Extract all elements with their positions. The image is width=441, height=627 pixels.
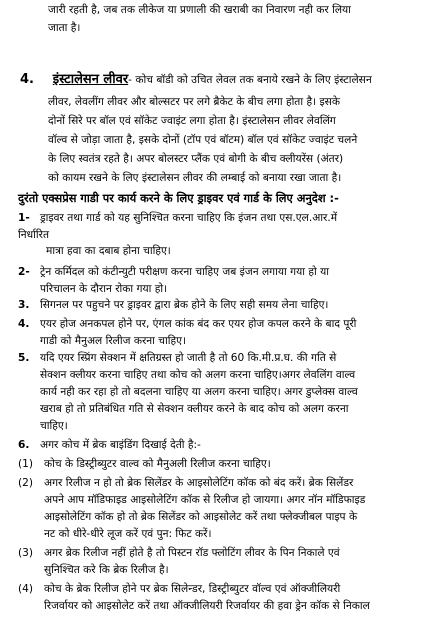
item-line: यदि एयर स्प्रिंग सेक्शन में क्षतिग्रस्त हो जाती है तो 60 कि.मी.प्र.घ. की गति से <box>40 352 337 364</box>
subitem-number: (2) <box>18 477 34 489</box>
item-line: गाडी को मैनुअल रिलीज करना चाहिए। <box>40 335 186 347</box>
subitem-line: आइसोलेटिंग कॉक हो तो ब्रेक सिलेंडर को आइसोलेट करें तथा फ्लेक्जीबल पाइप के <box>44 511 358 523</box>
subitem-line: रिजर्वायर को आइसोलेट करें तथा ऑक्जीलियरी रिजर्वायर की हवा ड्रेन कॉक से निकाल <box>44 600 370 612</box>
item-line: सिगनल पर पहुचने पर ड्राइवर द्वारा ब्रेक होने के लिए सही समय लेना चाहिए। <box>40 299 329 311</box>
sec4-first-line-rest: - कोच बॉडी को उचित लेवल तक बनाये रखने के लिए इंस्टालेसन <box>128 74 372 86</box>
item-line: ट्रेन कर्मिदल को कंटीन्युटी परीक्षण करना चाहिए जब इंजन लगाया गया हो या <box>40 266 329 278</box>
sec4-line: को कायम रखने के लिए इंस्टालेसन लीवर की लम्बाई को बनाया रखा जाता है। <box>48 172 342 184</box>
subitem-line: अपने आप मॉडिफाइड आइसोलेटिंग कॉक से रिलीज हो जायगा। अगर नॉन मॉडिफाइड <box>44 494 366 506</box>
subitem-line: अगर ब्रेक रिलीज नहीं होते है तो पिस्टन रॉड फ्लोटिंग लीवर के पिन निकाले एवं <box>44 547 340 559</box>
item-number: 5. <box>18 352 30 364</box>
subitem-line: नट को धीरे-धीरे लूज करें एवं पुन: फिट करें। <box>44 528 212 540</box>
item-line: परिचालन के दौरान रोका गया हो। <box>40 283 168 295</box>
sec4-line: वॉल्व से जोड़ा जाता है, इसके दोनों (टॉप एवं बॉटम) बॉल एवं सॉकेट ज्वाइंट चलने <box>48 134 358 146</box>
item-line: एयर होज अनकपल होने पर, एंगल कांक बंद कर एयर होज कपल करने के बाद पूरी <box>40 318 357 330</box>
sec4-number: 4. <box>20 72 34 87</box>
item-line: ड्राइवर तथा गार्ड को यह सुनिश्चित करना चाहिए कि इंजन तथा एस.एल.आर.में <box>40 212 338 224</box>
subitem-line: कोच के ब्रेक रिलीज होने पर ब्रेक सिलेन्डर, डिस्ट्रीब्युटर वॉल्व एवं ऑक्जीलियरी <box>44 583 341 595</box>
item-line: मात्रा हवा का दबाब होना चाहिए। <box>46 245 171 257</box>
item-number: 4. <box>18 318 30 330</box>
top-line-1: जारी रहती है, जब तक लीकेज या प्रणाली की खराबी का निवारण नही कर लिया <box>48 4 351 16</box>
subitem-number: (4) <box>18 583 34 595</box>
sec4-first-line <box>20 72 372 89</box>
subitem-number: (1) <box>18 458 34 470</box>
item-number: 6. <box>18 439 30 451</box>
item-line: अगर कोच में ब्रेक बाइंडिंग दिखाई देती है:- <box>40 439 201 451</box>
sec4-line: के लिए स्वतंत्र रहते है। अपर बोलस्टर प्लैंक एवं बोगी के बीच क्लीयरेंस (अंतर) <box>48 153 344 165</box>
sec4-line: दोनों सिरे पर बॉल एवं सॉकेट ज्वाइंट लगा होता है। इंस्टालेसन लीवर लेवलिंग <box>48 115 336 127</box>
item-number: 1- <box>18 212 30 224</box>
item-line: चाहिए। <box>40 420 68 432</box>
subitem-line: सुनिश्चित करे कि ब्रेक रिलीज है। <box>44 564 169 576</box>
instructions-heading: दुरंतो एक्सप्रेस गाडी पर कार्य करने के लिए ड्राइवर एवं गार्ड के लिए अनुदेश :- <box>18 191 339 205</box>
subitem-line: अगर रिलीज न हो तो ब्रेक सिलेंडर के आइसोलेटिंग कॉक को बंद करें। ब्रेक सिलेंडर <box>44 477 354 489</box>
item-line: खराब हो तो प्रतिबंधित गति से सेक्शन क्लीयर करने के बाद कोच को अलग करना <box>40 403 349 415</box>
top-line-2: जाता है। <box>48 22 81 34</box>
subitem-number: (3) <box>18 547 34 559</box>
item-line: सेक्शन क्लीयर करना चाहिए तथा कोच को अलग करना चाहिए।अगर लेवलिंग वाल्व <box>40 369 356 381</box>
item-number: 2- <box>18 266 30 278</box>
item-line: निर्धारित <box>18 229 49 241</box>
sec4-title: इंस्टालेसन लीवर <box>52 72 129 87</box>
item-line: कार्य नही कर रहा हो तो बदलना चाहिए या अलग करना चाहिए। अगर डुप्लेक्स वाल्व <box>40 386 358 398</box>
item-number: 3. <box>18 299 30 311</box>
sec4-line: लीवर, लेवलींग लीवर और बोल्सटर पर लगे ब्रैकेट के बीच लगा होता है। इसके <box>48 96 340 108</box>
subitem-line: कोच के डिस्ट्रीब्युटर वाल्व को मैनुअली रिलीज करना चाहिए। <box>44 458 271 470</box>
